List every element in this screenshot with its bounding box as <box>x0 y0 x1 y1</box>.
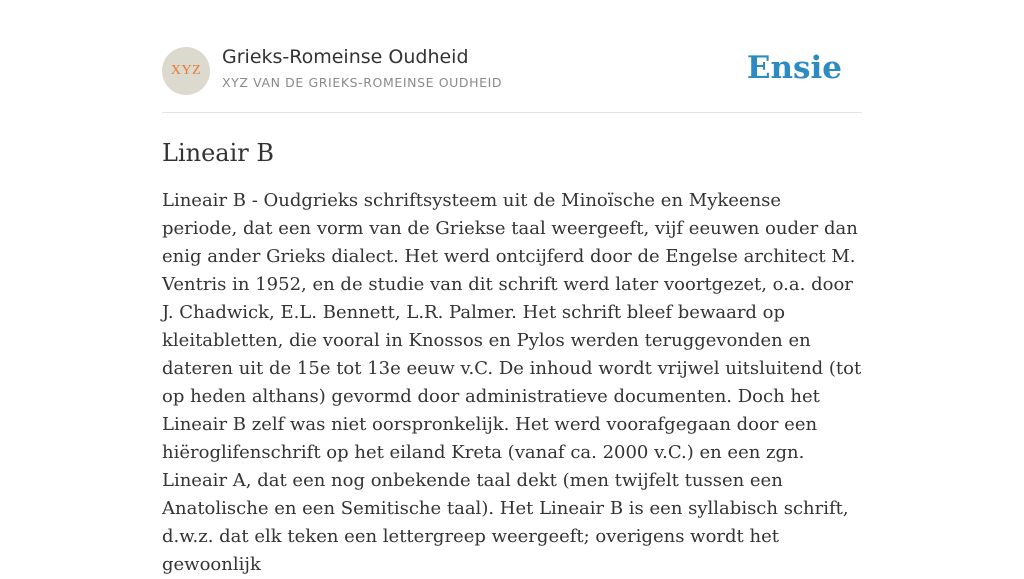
brand-logo[interactable]: Ensie <box>746 50 842 86</box>
content-container <box>162 0 862 579</box>
page-title: Lineair B <box>162 139 274 167</box>
source-subtitle: XYZ VAN DE GRIEKS-ROMEINSE OUDHEID <box>222 75 503 90</box>
source-title[interactable]: Grieks-Romeinse Oudheid <box>222 46 469 68</box>
source-avatar[interactable]: XYZ <box>162 47 210 95</box>
entry-body-text: Lineair B - Oudgrieks schriftsysteem uit de Minoïsche en Mykeense periode, dat een vorm van de Griekse taal weergeeft, vijf eeuwen ouder dan enig ander Grieks dialect. Het werd ontcijferd door de Engelse architect M. Ventris in 1952, en de studie van dit schrift werd later voortgezet, o.a. door J. Chadwick, E.L. Bennett, L.R. Palmer. Het schrift bleef bewaard op kleitabletten, die vooral in Knossos en Pylos werden teruggevonden en dateren uit de 15e tot 13e eeuw v.C. De inhoud wordt vrijwel uitsluitend (tot op heden althans) gevormd door administratieve documenten. Doch het Lineair B zelf was niet oorspronkelijk. Het werd voorafgegaan door een hiëroglifenschrift op het eiland Kreta (vanaf ca. 2000 v.C.) en een zgn. Lineair A, dat een nog onbekende taal dekt (men twijfelt tussen een Anatolische en een Semitische taal). Het Lineair B is een syllabisch schrift, d.w.z. dat elk teken een lettergreep weergeeft; overigens wordt het gewoonlijk <box>162 190 862 575</box>
header <box>162 0 862 113</box>
